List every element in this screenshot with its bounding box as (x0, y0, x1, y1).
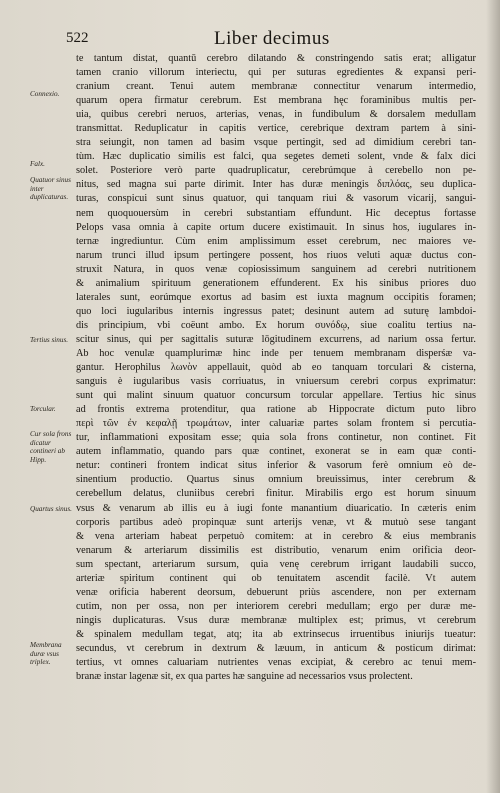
text-line: secundus, vt cerebrum in dextrum & læuum, in anticum & posticum dirimat: (76, 642, 476, 654)
page-header (66, 28, 446, 50)
text-line: arteriæ spiritum continent qui ob tenuitatem ascendit facilè. Vt autem (76, 572, 476, 584)
text-line: transmittat. Reduplicatur in capitis vertice, cerebrique dextram partem à sini- (76, 123, 476, 135)
text-line: περὶ τῶν ἐν κεφαλῇ τρωμάτων, inter caluariæ partes solam frontem si percutia- (76, 418, 476, 430)
text-line: ternæ ingrediuntur. Cùm enim amplissimum esset cerebrum, nec maiores ve- (76, 235, 476, 247)
text-line: Ab hoc venulæ quamplurimæ hinc inde per tenuem membranam disperśæ va- (76, 347, 476, 359)
text-line: scitur sinus, qui per sagittalis suturæ lōgitudinem excurrens, ad narium ossa fertur. (76, 333, 476, 345)
text-line: tamen cranio villorum interiectu, qui per suturas egredientes & expansi peri- (76, 67, 476, 79)
margin-note: Quartus sinus. (30, 505, 72, 513)
text-line: corporis partibus adeò propinquæ sunt arterijs venæ, vt & mutuò sese tangant (76, 516, 476, 528)
text-line: nem quoquouersùm in cerebri substantiam effundunt. Hic deceptus fortasse (76, 207, 476, 219)
text-line: te tantum distat, quantū cerebro dilatando & constringendo satis erat; alligatur (76, 53, 476, 64)
text-line: tur, inflammationi expositam esse; quia sola frons continetur, non continet. Fit (76, 432, 476, 444)
margin-note: Falx. (30, 160, 45, 168)
text-line: tertius, vt omnes caluariam nutrientes venas excipiat, & cerebro ac tenui mem- (76, 657, 476, 669)
margin-note: Connexio. (30, 90, 60, 98)
text-line: & vena arteriam habeat perpetuò comitem: at in cerebro & eius membranis (76, 530, 476, 542)
text-line: ningis duplicaturas. Vsus duræ membranæ multiplex est; primus, vt cerebrum (76, 614, 476, 626)
text-line: Pelops vasa omnia à capite ortum ducere existimauit. In sinus hos, iugulares in- (76, 221, 476, 233)
text-line: & spinalem medullam tegat, atq; ita ab extrinsecus irruentibus iniurijs tueatur: (76, 628, 476, 640)
page-gutter-shadow (486, 0, 500, 793)
text-line: netur: contineri frontem indicat situs inferior & vasorum ferè omnium eò de- (76, 460, 476, 472)
text-line: solet. Posteriore verò parte quadruplicatur, cerebrúmque à cerebello non pe- (76, 165, 476, 177)
text-line: gantur. Herophilus λωνὸν appellauit, quòd ab eo tanquam torculari & cisterna, (76, 362, 476, 374)
text-line: branæ instar lagenæ sit, ex qua partes hæ sanguine ad necessarios vsus prolectent. (76, 671, 413, 683)
margin-note: Tertius sinus. (30, 336, 69, 344)
text-line: narum trunci illud ipsum pertingere possent, hos riuos veluti aquæ ductus con- (76, 249, 476, 261)
text-line: cranium creant. Tenui autem membranæ connectitur venarum intermedio, (76, 81, 476, 93)
text-line: dis principium, vbi coëunt ambo. Ex horum συνόδῳ, siue coalitu tertius na- (76, 319, 476, 331)
text-line: cerebellum delatus, cluniibus cerebri finitur. Mirabilis ergo est horum sinuum (76, 488, 476, 500)
text-line: quarum opera firmatur cerebrum. Est membrana hęc foraminibus multis per- (76, 95, 476, 107)
page-number: 522 (66, 30, 89, 46)
margin-note: Torcular. (30, 405, 56, 413)
text-line: uia, quibus cerebri neruos, arterias, venas, in fundibulum & dorsalem medullam (76, 109, 476, 121)
text-line: quo loci iugularibus internis ingressus patet; desinunt autem ad suturę lambdoi- (76, 305, 476, 317)
margin-note: Membrana duræ vsus triplex. (30, 641, 62, 667)
text-line: turas, conspicui sunt sinus quatuor, qui tanquam riui & vasorum vicarij, sangui- (76, 193, 476, 205)
text-line: stra seiungit, non tamen ad basim vsque pertingit, sed ad dimidium cerebri tan- (76, 137, 476, 149)
text-line: nitus, sed magna sui parte dirimit. Inter has duræ meningis διπλόας, seu duplica- (76, 179, 476, 191)
text-line: struxit Natura, in quos venæ copiosissimum sanguinem ad cerebri nutritionem (76, 263, 476, 275)
margin-note: Quatuor sinus inter duplicaturas. (30, 176, 71, 202)
margin-note: Cur sola frons dicatur contineri ab Hipp. (30, 430, 72, 464)
text-line: venæ orificia haberent deorsum, debuerunt priùs ascendere, non per externam (76, 586, 476, 598)
text-line: vsus & venarum ab illis eu à iugi fonte manantium diuaricatio. In cæteris enim (76, 502, 476, 514)
text-line: sunt qui malint sinuum quatuor concursum torcular appellare. Tertius hic sinus (76, 390, 476, 402)
text-line: autem inflammatio, quando pars quæ continet, exonerat se in eam quæ conti- (76, 446, 476, 458)
text-line: laterales sunt, eorúmque exortus ad basim est iuxta magnum occipitis foramen; (76, 291, 476, 303)
text-line: venarum & arteriarum dissimilis est distributio, venarum enim orificia deor- (76, 544, 476, 556)
text-line: sanguis è iugularibus vasis corriuatus, in vniuersum cerebri corpus exprimatur: (76, 376, 476, 388)
text-line: sinentium productio. Quartus sinus omnium breuissimus, inter cerebrum & (76, 474, 476, 486)
text-line: cutim, non per ossa, non per interiorem cerebri medullam; ergo per duræ me- (76, 600, 476, 612)
text-line: tùm. Hæc duplicatio similis est falci, qua segetes demeti solent, vnde & falx dici (76, 151, 476, 163)
text-line: & animalium spirituum generationem effunderent. Ex his sinibus priores duo (76, 277, 476, 289)
body-text (76, 52, 476, 684)
text-line: ad frontis extrema protenditur, qua ratione ab Hippocrate dictum puto libro (76, 404, 476, 416)
text-line: sum spectant, arteriarum sursum, quia venę cerebrum irrigant laudabili succo, (76, 558, 476, 570)
running-head: Liber decimus (214, 28, 330, 49)
